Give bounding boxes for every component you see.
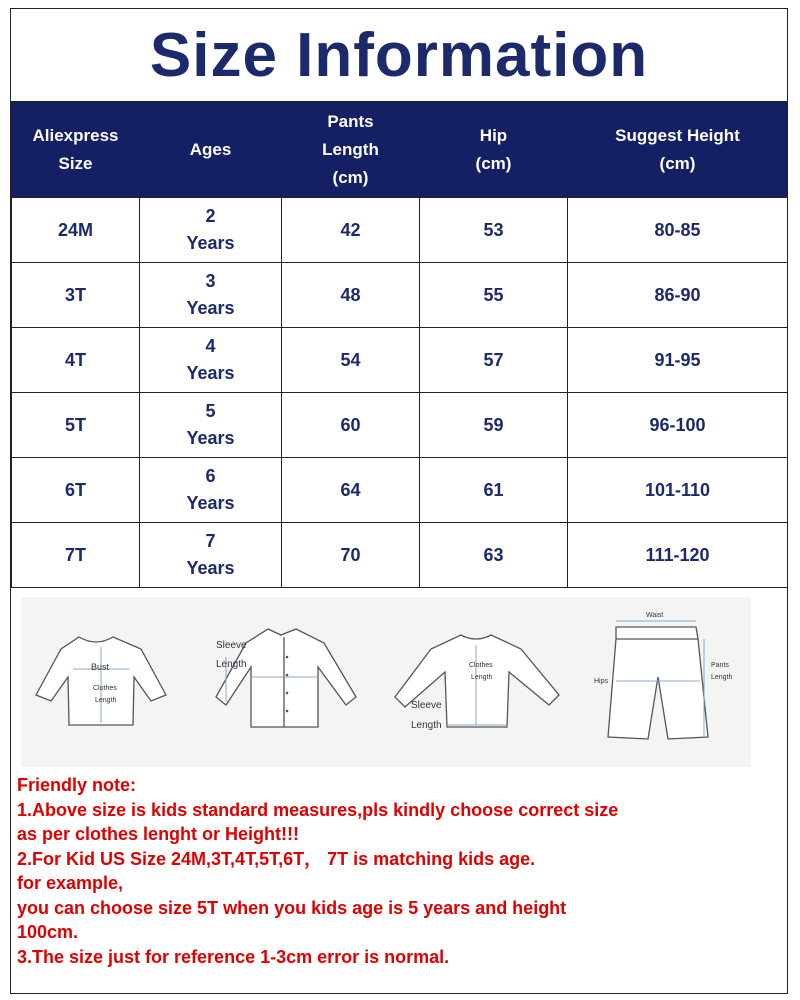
- table-row: [12, 328, 788, 393]
- cell-height: 86-90: [568, 263, 788, 328]
- note-heading: Friendly note:: [17, 775, 137, 795]
- column-header-pants-length: Pants Length (cm): [282, 102, 420, 198]
- cell-pants-length: 64: [282, 458, 420, 523]
- tshirt-diagram: [21, 597, 191, 767]
- clothes-label: Clothes: [93, 685, 117, 692]
- cell-height: 101-110: [568, 458, 788, 523]
- note-line: 2.For Kid US Size 24M,3T,4T,5T,6T， 7T is matching kids age.: [17, 848, 536, 869]
- cell-height: 80-85: [568, 198, 788, 263]
- cell-age: 5 Years: [140, 393, 282, 458]
- cell-pants-length: 48: [282, 263, 420, 328]
- pants-diagram: [576, 597, 751, 767]
- column-header-suggest-height: Suggest Height (cm): [568, 102, 788, 198]
- cell-hip: 59: [420, 393, 568, 458]
- sleeve-length-label: Length: [411, 720, 442, 731]
- column-header-size: Aliexpress Size: [12, 102, 140, 198]
- cell-size: 7T: [12, 523, 140, 588]
- cell-pants-length: 42: [282, 198, 420, 263]
- column-header-ages: Ages: [140, 102, 282, 198]
- note-line: 1.Above size is kids standard measures,pls kindly choose correct size: [17, 799, 619, 820]
- cell-size: 5T: [12, 393, 140, 458]
- waist-label: Waist: [646, 612, 664, 619]
- cell-size: 4T: [12, 328, 140, 393]
- sleeve-label: Sleeve: [411, 700, 442, 711]
- pants-label: Pants: [711, 662, 729, 669]
- cell-size: 24M: [12, 198, 140, 263]
- column-header-hip: Hip (cm): [420, 102, 568, 198]
- raglan-diagram: [381, 597, 571, 767]
- cell-pants-length: 54: [282, 328, 420, 393]
- cell-age: 2 Years: [140, 198, 282, 263]
- cell-age: 3 Years: [140, 263, 282, 328]
- table-row: [12, 458, 788, 523]
- table-header-row: [12, 102, 788, 198]
- cell-size: 6T: [12, 458, 140, 523]
- cell-hip: 53: [420, 198, 568, 263]
- cell-height: 91-95: [568, 328, 788, 393]
- cell-height: 96-100: [568, 393, 788, 458]
- length-label: Length: [95, 697, 117, 704]
- cell-hip: 63: [420, 523, 568, 588]
- cell-age: 7 Years: [140, 523, 282, 588]
- table-row: [12, 393, 788, 458]
- sleeve-label: Sleeve: [216, 640, 247, 651]
- table-row: [12, 523, 788, 588]
- cell-age: 4 Years: [140, 328, 282, 393]
- note-line: 100cm.: [17, 922, 79, 942]
- note-line: you can choose size 5T when you kids age is 5 years and height: [17, 897, 567, 918]
- cell-size: 3T: [12, 263, 140, 328]
- table-row: [12, 263, 788, 328]
- friendly-notes: [17, 773, 783, 969]
- size-table: [11, 101, 788, 588]
- clothes-length-label: Length: [471, 674, 493, 681]
- cell-hip: 61: [420, 458, 568, 523]
- cell-hip: 57: [420, 328, 568, 393]
- page-title: Size Information: [11, 9, 787, 102]
- sleeve-length-label: Length: [216, 659, 247, 670]
- note-line: for example,: [17, 873, 124, 893]
- size-chart-card: [10, 8, 788, 994]
- hips-label: Hips: [594, 678, 609, 685]
- pants-length-label: Length: [711, 674, 733, 681]
- cell-hip: 55: [420, 263, 568, 328]
- measurement-diagrams: [21, 597, 751, 767]
- cell-pants-length: 70: [282, 523, 420, 588]
- note-line: 3.The size just for reference 1-3cm error is normal.: [17, 946, 450, 967]
- clothes-label: Clothes: [469, 662, 493, 669]
- cell-age: 6 Years: [140, 458, 282, 523]
- note-line: as per clothes lenght or Height!!!: [17, 824, 300, 844]
- cell-height: 111-120: [568, 523, 788, 588]
- bust-label: Bust: [91, 662, 110, 672]
- table-row: [12, 198, 788, 263]
- shirt-diagram: [196, 597, 371, 767]
- cell-pants-length: 60: [282, 393, 420, 458]
